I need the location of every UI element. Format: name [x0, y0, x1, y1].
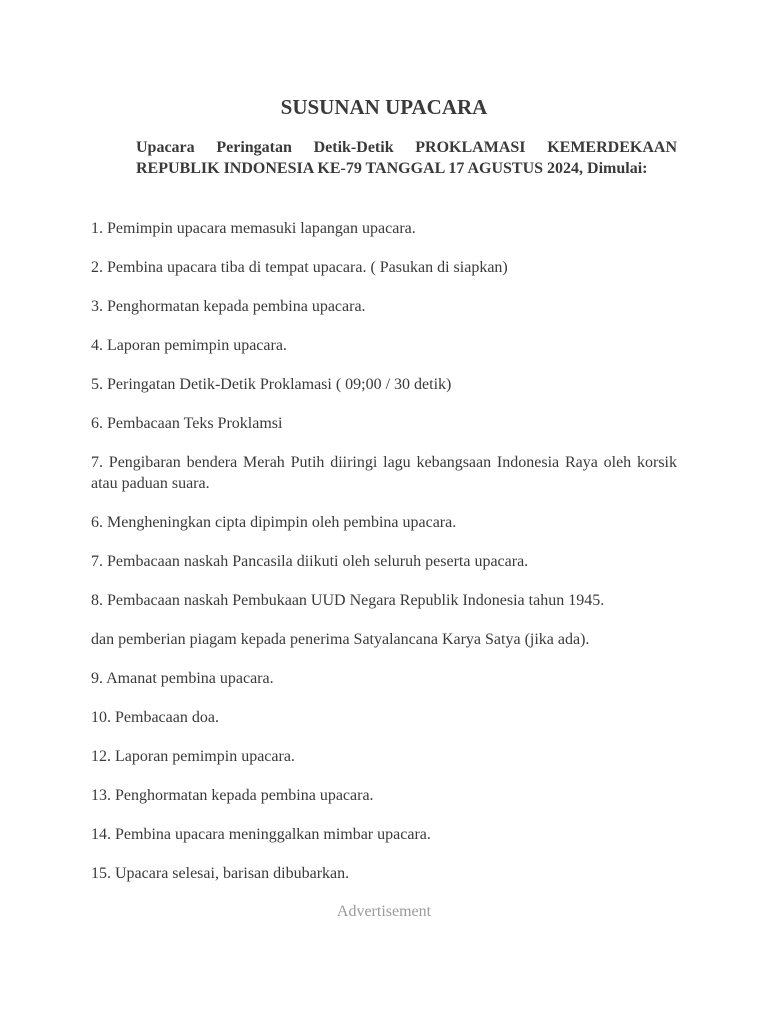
list-item: 6. Pembacaan Teks Proklamsi	[91, 415, 283, 432]
list-item: 7. Pengibaran bendera Merah Putih diiringi lagu kebangsaan Indonesia Raya oleh korsik atau paduan suara.	[91, 454, 677, 492]
document-title: SUSUNAN UPACARA	[280, 95, 488, 119]
intro-paragraph: Upacara Peringatan Detik-Detik PROKLAMASI KEMERDEKAAN REPUBLIK INDONESIA KE-79 TANGGAL 17 AGUSTUS 2024, Dimulai:	[136, 139, 677, 177]
list-item: 10. Pembacaan doa.	[91, 709, 219, 726]
list-item: 9. Amanat pembina upacara.	[91, 670, 274, 687]
list-item: 3. Penghormatan kepada pembina upacara.	[91, 298, 366, 315]
list-item: 8. Pembacaan naskah Pembukaan UUD Negara Republik Indonesia tahun 1945.	[91, 592, 605, 609]
list-item: dan pemberian piagam kepada penerima Satyalancana Karya Satya (jika ada).	[91, 631, 590, 648]
list-item: 14. Pembina upacara meninggalkan mimbar upacara.	[91, 826, 431, 843]
list-item: 1. Pemimpin upacara memasuki lapangan upacara.	[91, 220, 416, 237]
list-item: 5. Peringatan Detik-Detik Proklamasi ( 09;00 / 30 detik)	[91, 376, 452, 393]
list-item: 7. Pembacaan naskah Pancasila diikuti oleh seluruh peserta upacara.	[91, 553, 529, 570]
list-item: 13. Penghormatan kepada pembina upacara.	[91, 787, 374, 804]
ceremony-steps-list	[91, 218, 677, 902]
advertisement-label: Advertisement	[336, 903, 432, 920]
list-item: 4. Laporan pemimpin upacara.	[91, 337, 287, 354]
list-item: 6. Mengheningkan cipta dipimpin oleh pembina upacara.	[91, 514, 457, 531]
list-item: 12. Laporan pemimpin upacara.	[91, 748, 295, 765]
list-item: 15. Upacara selesai, barisan dibubarkan.	[91, 865, 350, 882]
list-item: 2. Pembina upacara tiba di tempat upacara. ( Pasukan di siapkan)	[91, 259, 508, 276]
